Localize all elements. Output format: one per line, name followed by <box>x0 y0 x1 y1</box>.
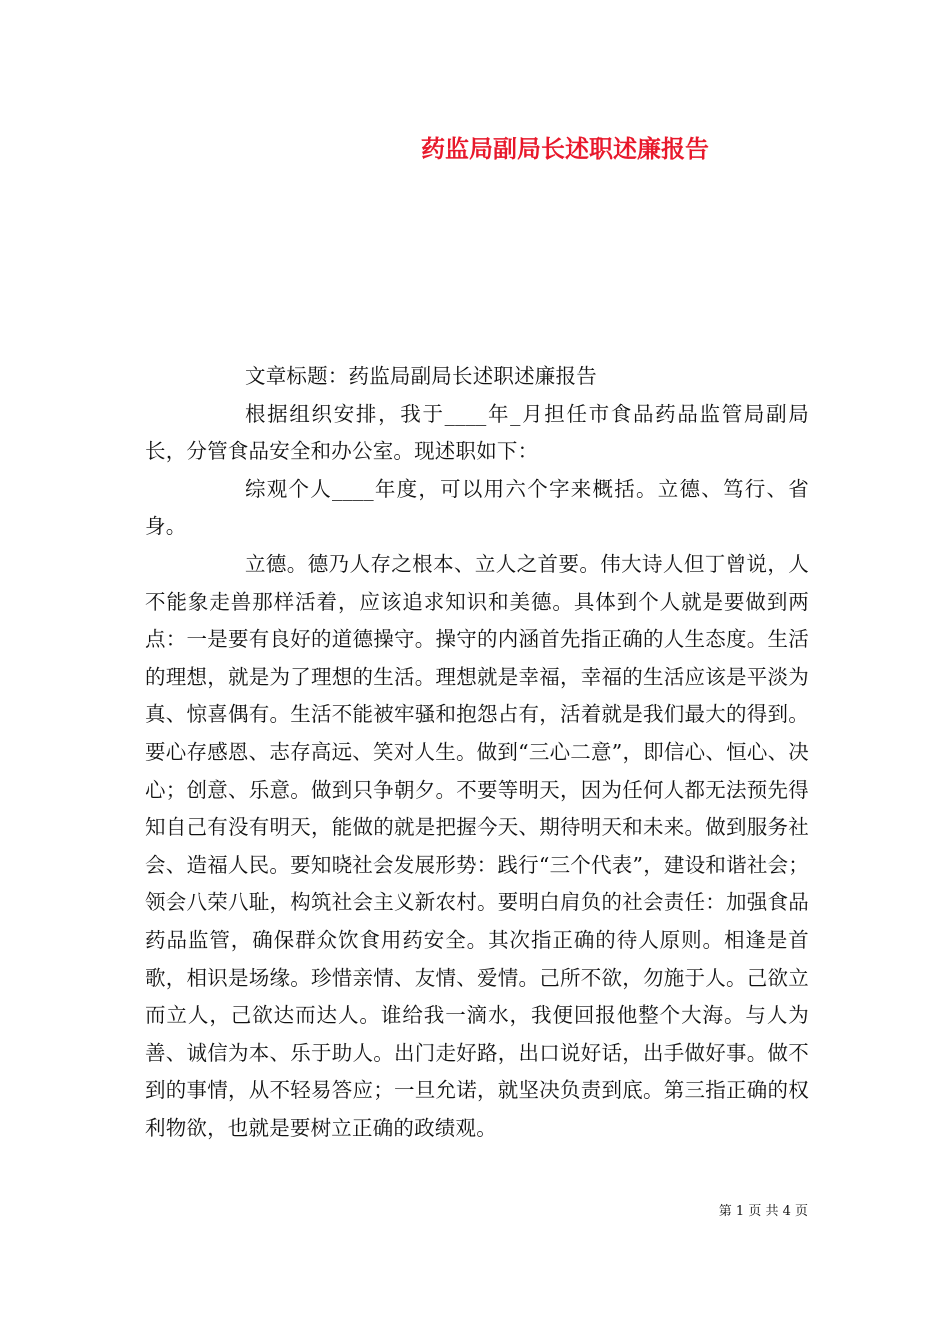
document-title: 药监局副局长述职述廉报告 <box>421 134 709 163</box>
paragraph-appointment: 根据组织安排，我于____年_月担任市食品药品监管局副局长，分管食品安全和办公室。现述职如下： <box>145 401 809 464</box>
paragraph-summary: 综观个人____年度，可以用六个字来概括。立德、笃行、省身。 <box>145 476 809 539</box>
article-title-line: 文章标题：药监局副局长述职述廉报告 <box>245 364 597 388</box>
paragraph-lide: 立德。德乃人存之根本、立人之首要。伟大诗人但丁曾说，人不能象走兽那样活着，应该追求知识和美德。具体到个人就是要做到两点：一是要有良好的道德操守。操守的内涵首先指正确的人生态度。生活的理想，就是为了理想的生活。理想就是幸福，幸福的生活应该是平淡为真、惊喜偶有。生活不能被牢骚和抱怨占有，活着就是我们最大的得到。要心存感恩、志存高远、笑对人生。做到“三心二意”，即信心、恒心、决心；创意、乐意。做到只争朝夕。不要等明天，因为任何人都无法预先得知自己有没有明天，能做的就是把握今天、期待明天和未来。做到服务社会、造福人民。要知晓社会发展形势：践行“三个代表”，建设和谐社会；领会八荣八耻，构筑社会主义新农村。要明白肩负的社会责任：加强食品药品监管，确保群众饮食用药安全。其次指正确的待人原则。相逢是首歌，相识是场缘。珍惜亲情、友情、爱情。己所不欲，勿施于人。己欲立而立人，己欲达而达人。谁给我一滴水，我便回报他整个大海。与人为善、诚信为本、乐于助人。出门走好路，出口说好话，出手做好事。做不到的事情，从不轻易答应；一旦允诺，就坚决负责到底。第三指正确的权利物欲，也就是要树立正确的政绩观。 <box>145 551 809 1140</box>
document-body <box>145 358 809 1147</box>
page-number: 第 1 页 共 4 页 <box>718 1204 808 1219</box>
